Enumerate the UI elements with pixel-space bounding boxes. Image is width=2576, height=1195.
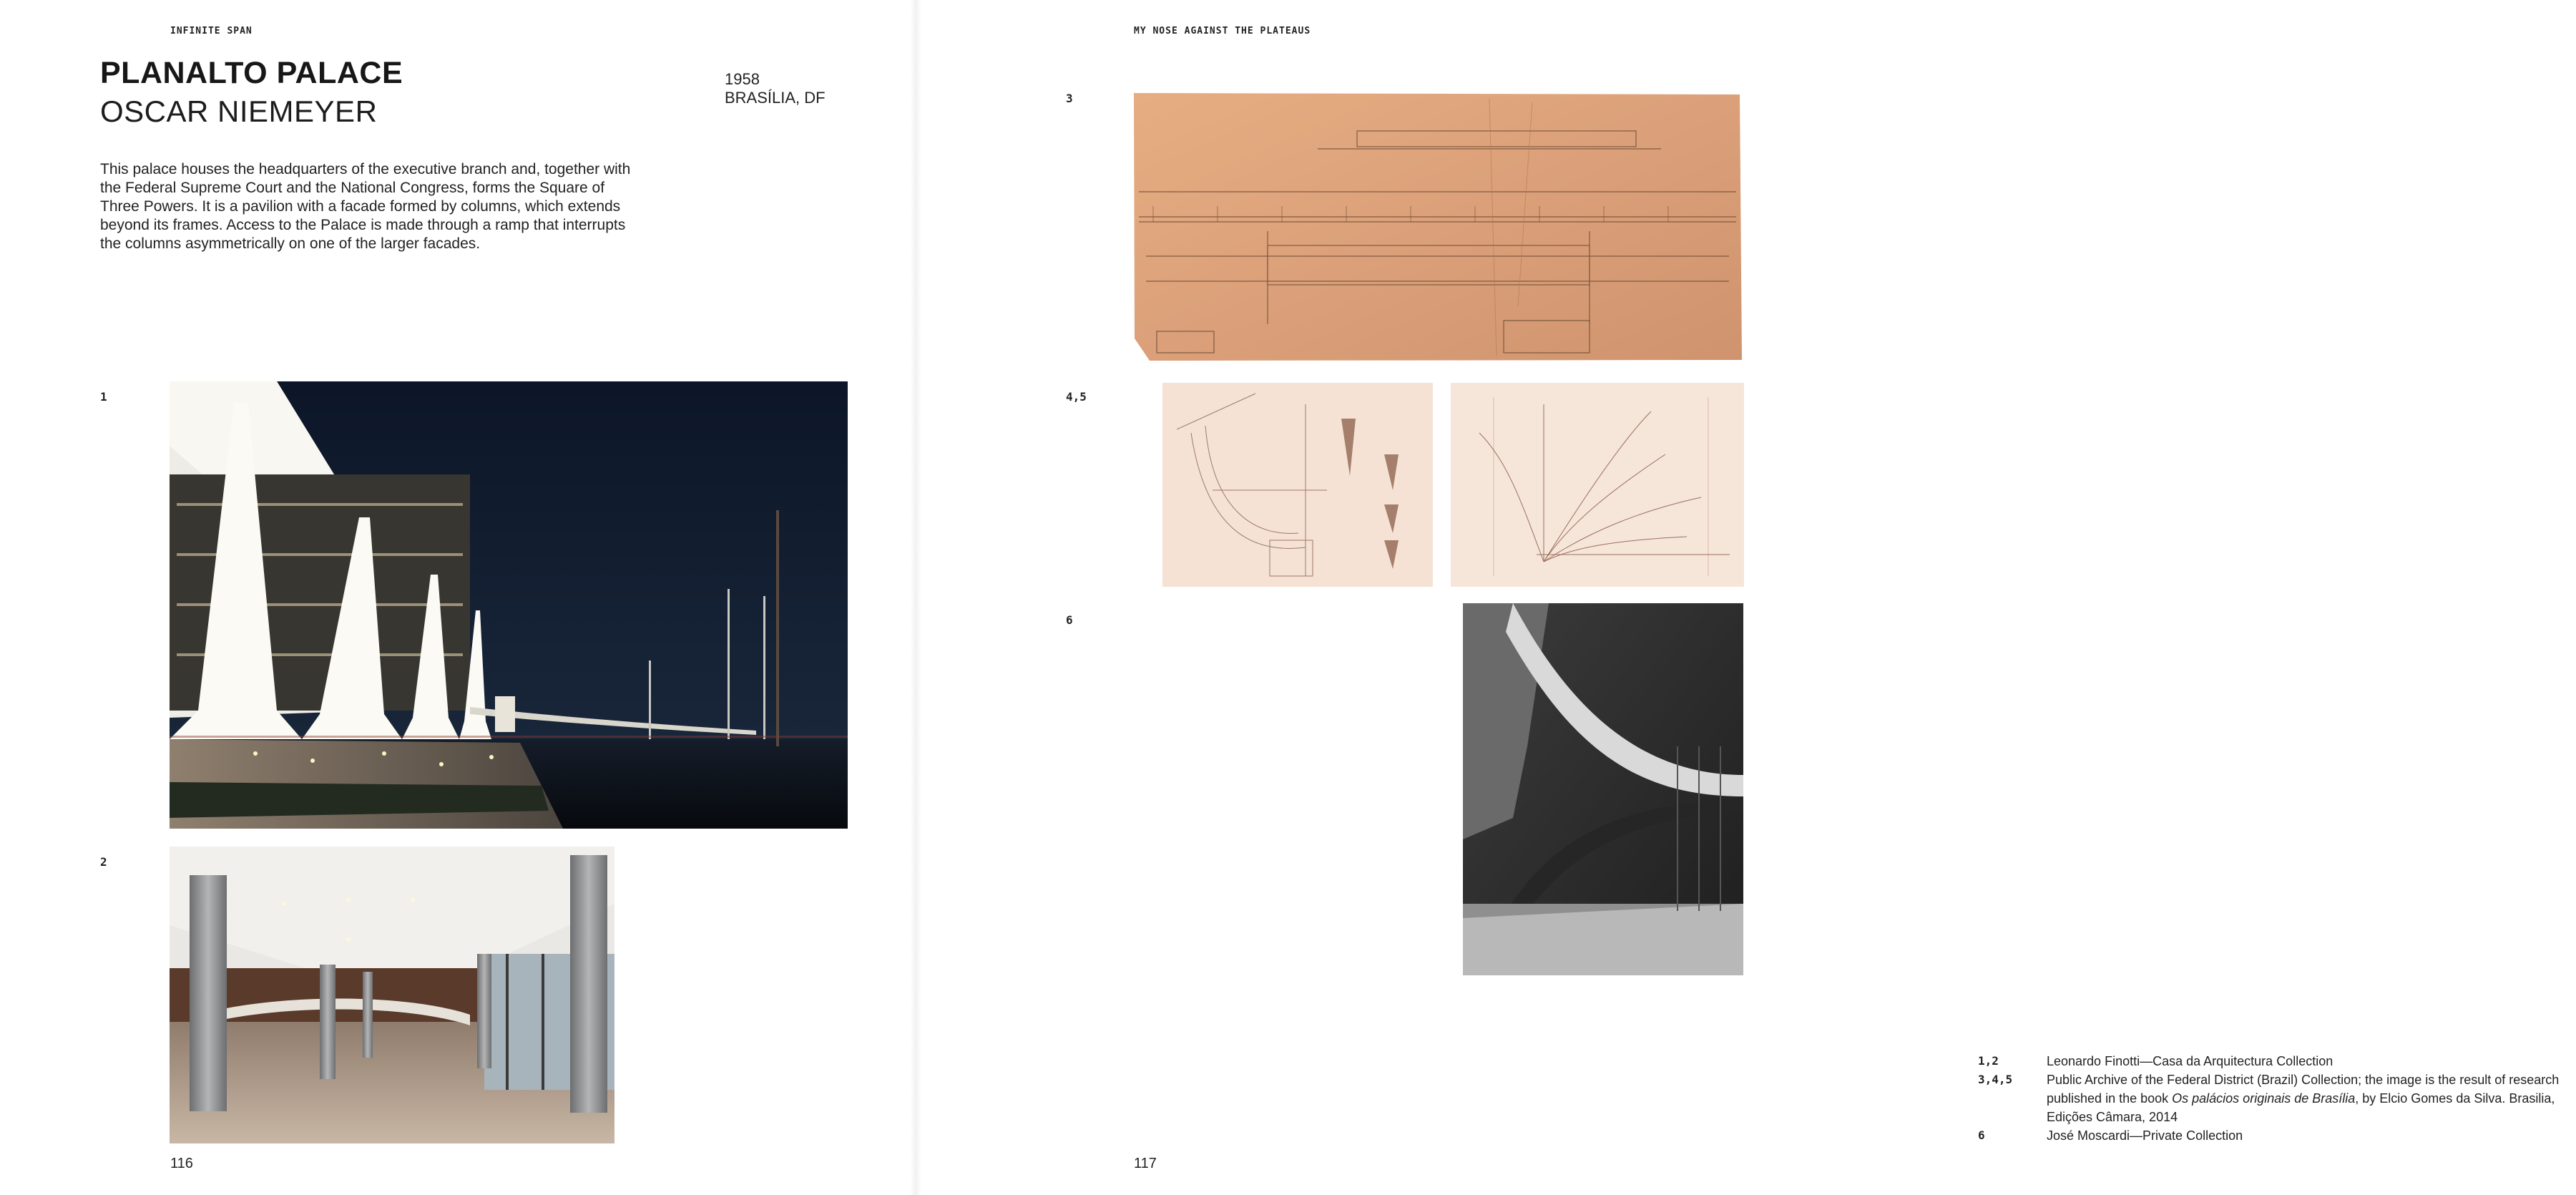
figure-3-elevation-drawing (1132, 92, 1743, 362)
project-meta (725, 70, 826, 107)
credit-text-part: Public Archive of the Federal District (Brazil) Collection; the image is the result of research published in the book (2047, 1073, 2560, 1106)
figure-number-4-5: 4,5 (1066, 390, 1087, 404)
project-location: BRASÍLIA, DF (725, 89, 826, 107)
book-title: Os palácios originais de Brasília (2172, 1091, 2356, 1106)
page-number-left: 116 (170, 1156, 193, 1171)
project-description: This palace houses the headquarters of the executive branch and, together with the Federal Supreme Court and the National Congress, forms the Square of Three Powers. It is a pavilion with a facade formed by columns, which extends beyond its frames. Access to the Palace is made through a ramp that interrupts the columns asymmetrically on one of the larger facades. (100, 161, 631, 252)
construction-photo-illustration (1463, 603, 1743, 975)
credit-row (1978, 1126, 2576, 1145)
credit-text (2047, 1070, 2576, 1126)
column-drawing-a-illustration (1162, 383, 1433, 587)
architect-name: OSCAR NIEMEYER (100, 94, 378, 128)
figure-number-3: 3 (1066, 92, 1073, 105)
right-page (916, 0, 2560, 1195)
running-head-left: INFINITE SPAN (170, 26, 253, 36)
figure-number-2: 2 (100, 855, 107, 869)
figure-2-interior-hall-photo (170, 847, 614, 1143)
elevation-drawing-illustration (1132, 92, 1743, 362)
figure-number-6: 6 (1066, 613, 1073, 627)
credit-text-part: , by Elcio Gomes da Silva. Brasilia, Edições Câmara, 2014 (2047, 1091, 2555, 1124)
running-head-right: MY NOSE AGAINST THE PLATEAUS (1134, 26, 1311, 36)
photo-credits (1978, 1052, 2576, 1145)
credit-label: 6 (1978, 1128, 1985, 1142)
project-year: 1958 (725, 70, 760, 88)
interior-hall-illustration (170, 847, 614, 1143)
credit-row (1978, 1070, 2576, 1126)
credit-label: 1,2 (1978, 1054, 1999, 1068)
credit-text: Leonardo Finotti—Casa da Arquitectura Collection (2047, 1054, 2333, 1068)
credit-row (1978, 1052, 2576, 1070)
night-exterior-illustration (170, 381, 848, 829)
figure-6-construction-photo (1463, 603, 1743, 975)
page-number-right: 117 (1134, 1156, 1157, 1171)
credit-text: José Moscardi—Private Collection (2047, 1128, 2243, 1143)
credit-label: 3,4,5 (1978, 1073, 2013, 1086)
figure-4-column-drawing (1162, 383, 1433, 587)
left-page (0, 0, 916, 1195)
figure-number-1: 1 (100, 390, 107, 404)
figure-1-night-exterior-photo (170, 381, 848, 829)
column-drawing-b-illustration (1451, 383, 1744, 587)
page-title: PLANALTO PALACE (100, 56, 403, 90)
figure-5-column-drawing (1451, 383, 1744, 587)
